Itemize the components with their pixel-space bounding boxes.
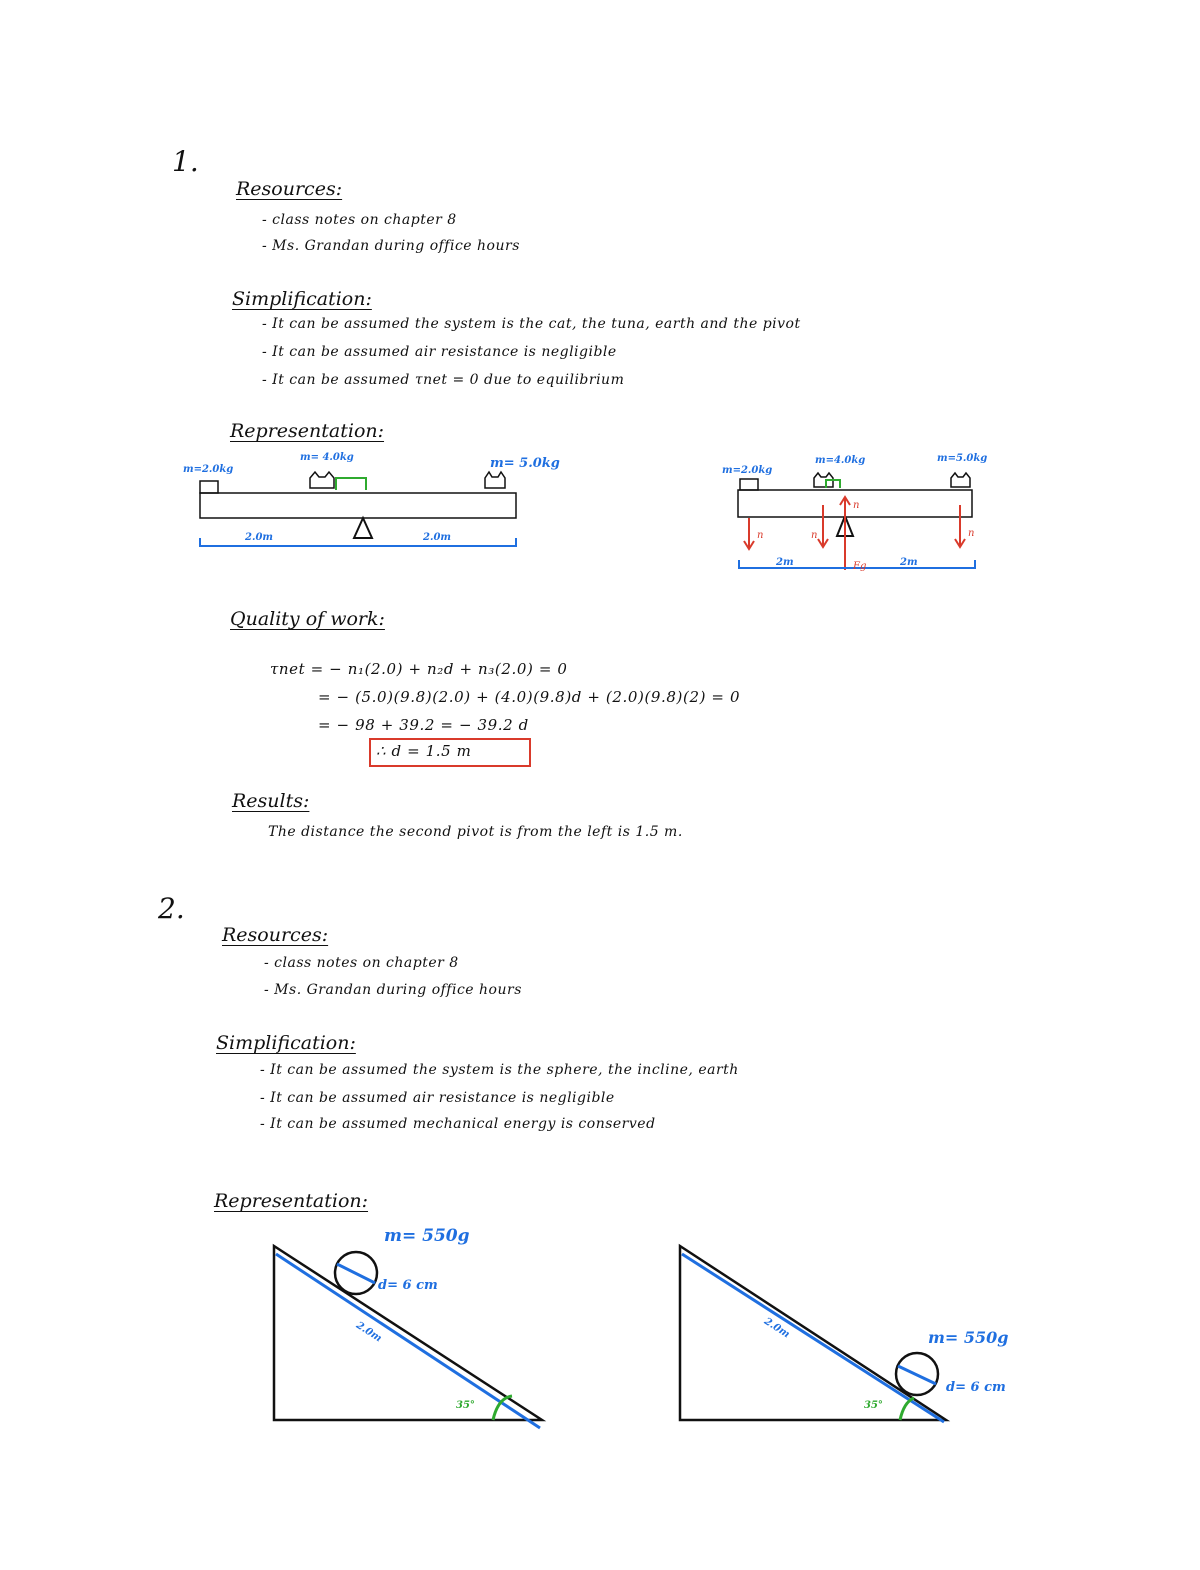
p1-resource-item: - Ms. Grandan during office hours [262, 238, 520, 254]
p1-results-heading: Results: [232, 790, 310, 812]
p1-force-label-left: n [757, 530, 764, 541]
p2-simplification-heading: Simplification: [216, 1032, 356, 1054]
p1-left-dist-right: 2.0m [423, 532, 451, 543]
p2-left-mass: m= 550g [384, 1226, 470, 1246]
p1-right-mass-tuna: m=2.0kg [722, 465, 773, 476]
p1-equation-line: τnet = − n₁(2.0) + n₂d + n₃(2.0) = 0 [270, 660, 568, 678]
incline-right [680, 1246, 946, 1420]
p1-right-mass-right: m=5.0kg [937, 453, 988, 464]
p1-normal-force-label: n [853, 500, 860, 511]
p2-resource-item: - class notes on chapter 8 [264, 955, 459, 971]
p1-simplification-item: - It can be assumed τnet = 0 due to equilibrium [262, 372, 625, 388]
p1-equation-line: = − 98 + 39.2 = − 39.2 d [318, 716, 529, 734]
p1-resources-heading: Resources: [236, 178, 343, 200]
p1-resource-item: - class notes on chapter 8 [262, 212, 457, 228]
p1-simplification-heading: Simplification: [232, 288, 372, 310]
p2-right-diameter: d= 6 cm [946, 1380, 1006, 1395]
p1-right-dist-right: 2m [900, 557, 918, 568]
problem-1-number: 1. [172, 145, 199, 178]
p2-simplification-item: - It can be assumed air resistance is negligible [260, 1090, 615, 1106]
p2-right-mass: m= 550g [928, 1328, 1009, 1347]
p1-answer: ∴ d = 1.5 m [376, 742, 472, 760]
p1-force-label-mid: n [811, 530, 818, 541]
p1-right-dist-left: 2m [776, 557, 794, 568]
p1-result-text: The distance the second pivot is from the left is 1.5 m. [268, 824, 683, 840]
p2-simplification-item: - It can be assumed mechanical energy is conserved [260, 1116, 656, 1132]
p2-resources-heading: Resources: [222, 924, 329, 946]
p2-right-angle: 35° [864, 1400, 883, 1411]
p1-simplification-item: - It can be assumed the system is the cat, the tuna, earth and the pivot [262, 316, 801, 332]
p1-force-label-right: n [968, 528, 975, 539]
p1-left-mass-tuna: m=2.0kg [183, 464, 234, 475]
p1-equation-line: = − (5.0)(9.8)(2.0) + (4.0)(9.8)d + (2.0)(9.8)(2) = 0 [318, 688, 741, 706]
p1-quality-heading: Quality of work: [230, 608, 385, 630]
p2-right-length: 2.0m [762, 1316, 792, 1341]
p2-representation-heading: Representation: [214, 1190, 369, 1212]
p2-left-angle: 35° [456, 1400, 475, 1411]
p2-left-diameter: d= 6 cm [378, 1278, 438, 1293]
p1-left-dist-left: 2.0m [245, 532, 273, 543]
p1-left-mass-mid: m= 4.0kg [300, 452, 354, 463]
p1-gravity-force-label: Fg [853, 561, 867, 572]
incline-right-length-line [682, 1254, 944, 1422]
p1-left-mass-right: m= 5.0kg [490, 456, 560, 471]
p2-resource-item: - Ms. Grandan during office hours [264, 982, 522, 998]
p2-left-length: 2.0m [354, 1320, 384, 1345]
problem-2-number: 2. [158, 892, 185, 925]
p1-simplification-item: - It can be assumed air resistance is negligible [262, 344, 617, 360]
p1-right-mass-mid: m=4.0kg [815, 455, 866, 466]
p1-representation-heading: Representation: [230, 420, 385, 442]
p2-simplification-item: - It can be assumed the system is the sphere, the incline, earth [260, 1062, 739, 1078]
incline-left [274, 1246, 542, 1420]
